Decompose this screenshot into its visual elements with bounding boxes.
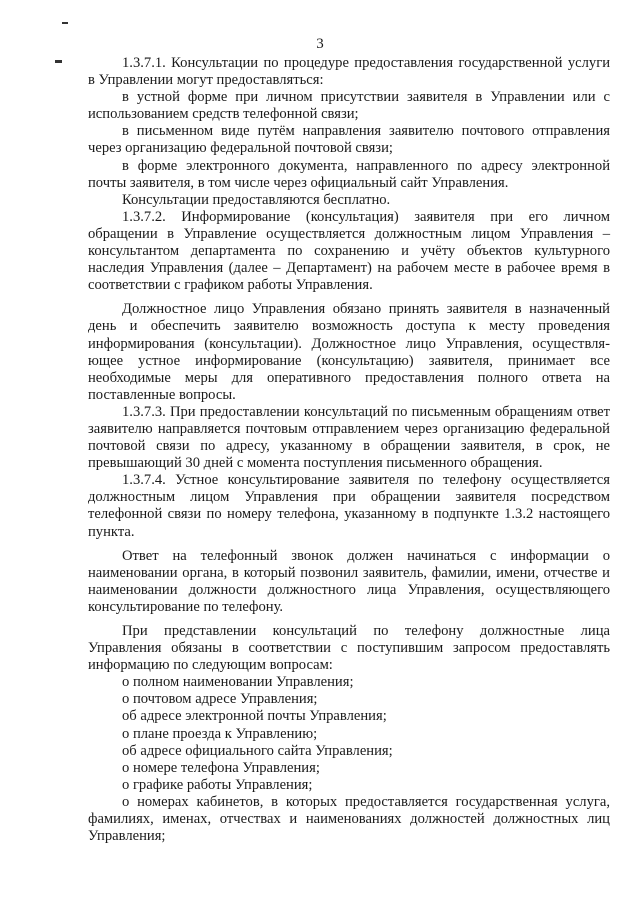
paragraph: о полном наименовании Управления; [122,674,354,691]
paragraph: о почтовом адресе Управления; [122,691,318,708]
paragraph: 1.3.7.2. Информирование (консультация) заявителя при его личном обращении в Управление осуществляется должностным лицом Управления – консультантом департамента по сохранению и учёту объектов культурного наследия Управления (далее – Департамент) на рабочем месте в рабочее время в соответствии с графиком работы Управления. [88,208,610,294]
paragraph: При представлении консультаций по телефону должностные лица Управления обязаны в соответствии с поступившим запросом предоставлять информацию по следующим вопросам: [88,623,610,674]
scan-mark [55,60,62,63]
paragraph: о графике работы Управления; [122,776,313,793]
paragraph: о плане проезда к Управлению; [122,725,318,742]
paragraph: о номерах кабинетов, в которых предоставляется государственная услуга, фамилиях, именах, отчествах и наименованиях должностей должностных лиц Управления; [88,793,610,845]
paragraph: Ответ на телефонный звонок должен начинаться с информации о наименовании органа, в который позвонил заявитель, фамилии, имени, отчестве и наименовании должности должностного лица Управления, осуществляющего консультирование по телефону. [88,547,610,615]
paragraph: об адресе электронной почты Управления; [122,708,387,725]
paragraph: в форме электронного документа, направленного по адресу электронной почты заявителя, в том числе через официальный сайт Управления. [88,157,610,191]
paragraph: 1.3.7.3. При предоставлении консультаций по письменным обращениям ответ заявителю направляется почтовым отправлением через организацию федеральной почтовой связи по адресу, указанному в обращении заявителя, в срок, не превышающий 30 дней с момента поступления письменного обращения. [88,403,610,472]
paragraph: об адресе официального сайта Управления; [122,742,393,759]
paragraph: в устной форме при личном присутствии заявителя в Управлении или с использованием средств телефонной связи; [88,89,610,123]
document-body [88,55,610,845]
paragraph: Должностное лицо Управления обязано принять заявителя в назначенный день и обеспечить заявителю возможность доступа к месту проведения информирования (консультации). Должностное лицо Управления, осуществля-ющее устное информирование (консультацию) заявителя, принимает все необходимые меры для оперативного предоставления полного ответа на поставленные вопросы. [88,301,610,403]
paragraph: о номере телефона Управления; [122,759,320,776]
paragraph: Консультации предоставляются бесплатно. [122,191,391,208]
scan-mark [62,22,68,24]
page-number: 3 [316,36,324,52]
paragraph: 1.3.7.4. Устное консультирование заявителя по телефону осуществляется должностным лицом Управления при обращении заявителя посредством телефонной связи по номеру телефона, указанному в подпункте 1.3.2 настоящего пункта. [88,472,610,540]
paragraph: 1.3.7.1. Консультации по процедуре предоставления государственной услуги в Управлении могут предоставляться: [88,55,610,89]
paragraph: в письменном виде путём направления заявителю почтового отправления через организацию федеральной почтовой связи; [88,123,610,157]
